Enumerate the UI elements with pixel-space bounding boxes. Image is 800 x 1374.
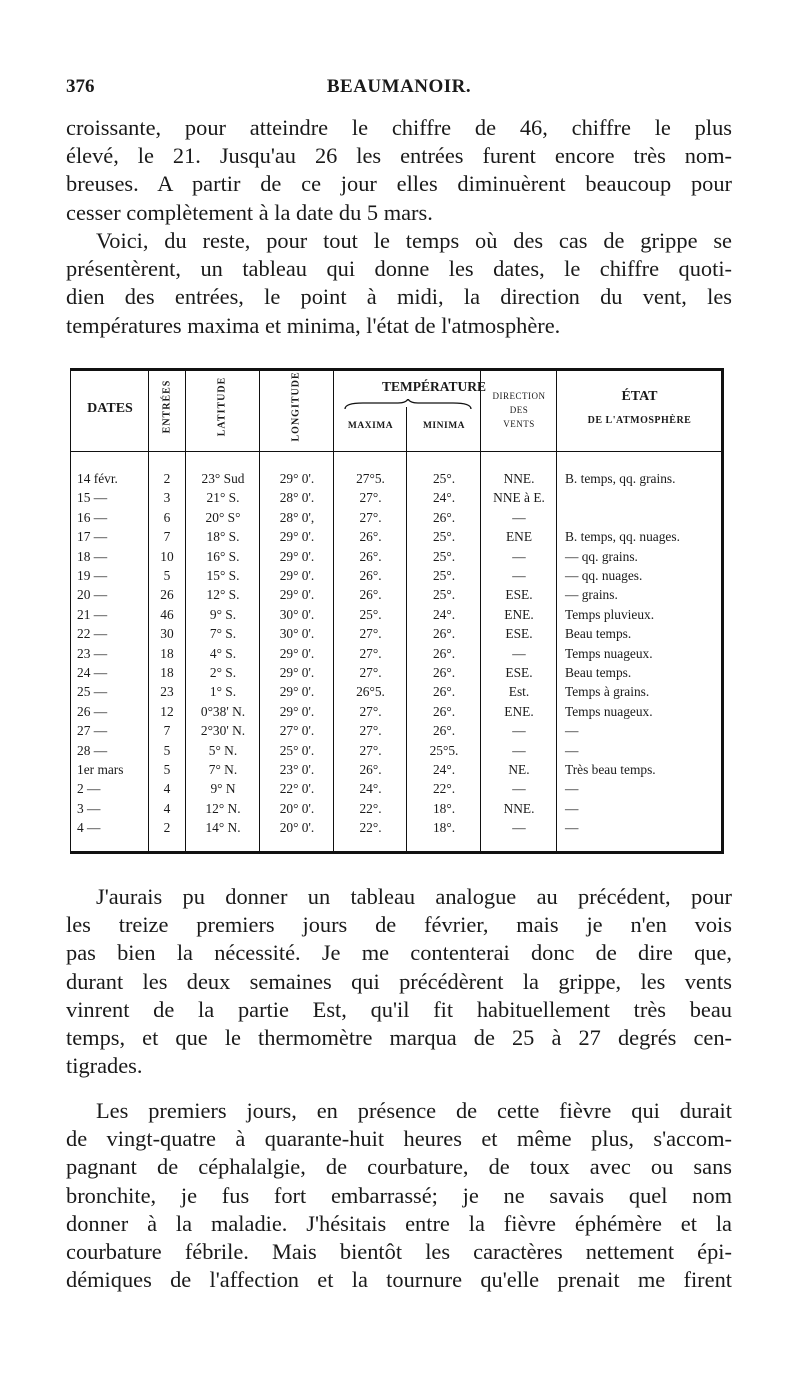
cell-etat: Temps à grains. bbox=[565, 684, 650, 700]
text-line: Les premiers jours, en présence de cette fièvre qui durait bbox=[96, 1098, 732, 1123]
paragraph-1 bbox=[66, 114, 732, 227]
cell-direction: — bbox=[512, 723, 526, 739]
text-line: breuses. A partir de ce jour elles diminuèrent beaucoup pour bbox=[66, 171, 732, 197]
cell-minima: 25°. bbox=[432, 548, 456, 564]
table-row bbox=[71, 510, 722, 528]
cell-minima: 26°. bbox=[432, 509, 456, 525]
cell-entrees: 5 bbox=[163, 568, 171, 583]
cell-longitude: 28° 0', bbox=[279, 509, 315, 525]
table-row bbox=[71, 529, 722, 547]
cell-date: 25 — bbox=[77, 684, 108, 700]
cell-etat: Beau temps. bbox=[565, 665, 632, 680]
table-row bbox=[71, 781, 722, 799]
cell-entrees: 2 bbox=[163, 471, 171, 486]
text-line: cesser complètement à la date du 5 mars. bbox=[66, 199, 433, 225]
text-line: pas bien la nécessité. Je me contenterai donc de dire que, bbox=[66, 940, 732, 966]
cell-minima: 24°. bbox=[432, 606, 456, 622]
cell-direction: NNE. bbox=[503, 471, 535, 486]
cell-maxima: 27°5. bbox=[356, 471, 385, 486]
table-row bbox=[71, 549, 722, 567]
cell-longitude: 20° 0'. bbox=[279, 800, 315, 816]
cell-direction: ESE. bbox=[505, 665, 533, 680]
cell-latitude: 7° N. bbox=[208, 762, 238, 777]
header-minima: MINIMA bbox=[422, 421, 466, 431]
header-latitude: LATITUDE bbox=[216, 376, 228, 437]
cell-date: 20 — bbox=[77, 587, 108, 603]
cell-entrees: 46 bbox=[160, 606, 174, 622]
text-line: les treize premiers jours de février, mais je n'en vois bbox=[66, 912, 732, 938]
page-number: 376 bbox=[66, 76, 95, 97]
cell-latitude: 12° S. bbox=[206, 587, 240, 603]
cell-direction: — bbox=[512, 781, 526, 797]
cell-date: 14 févr. bbox=[77, 471, 118, 486]
cell-entrees: 4 bbox=[163, 800, 171, 816]
cell-etat: — bbox=[565, 723, 579, 739]
cell-maxima: 22°. bbox=[359, 800, 382, 816]
cell-minima: 26°. bbox=[432, 626, 456, 642]
cell-date: 21 — bbox=[77, 606, 108, 622]
cell-date: 27 — bbox=[77, 723, 108, 739]
cell-minima: 18°. bbox=[432, 800, 456, 816]
cell-longitude: 27° 0'. bbox=[279, 723, 315, 739]
cell-latitude: 9° N bbox=[210, 781, 236, 797]
table-row bbox=[71, 762, 722, 780]
cell-entrees: 5 bbox=[163, 742, 171, 758]
cell-direction: — bbox=[512, 645, 526, 661]
table-row bbox=[71, 665, 722, 683]
cell-maxima: 27°. bbox=[359, 723, 382, 739]
brace-icon bbox=[343, 399, 473, 411]
cell-entrees: 4 bbox=[163, 781, 171, 797]
cell-minima: 25°. bbox=[432, 471, 456, 486]
cell-direction: NE. bbox=[508, 762, 530, 777]
cell-longitude: 29° 0'. bbox=[279, 568, 315, 583]
cell-maxima: 26°. bbox=[359, 548, 382, 564]
header-longitude: LONGITUDE bbox=[290, 371, 302, 442]
cell-etat: — bbox=[565, 781, 579, 797]
cell-etat: — grains. bbox=[565, 587, 618, 603]
page-header bbox=[66, 76, 732, 102]
cell-longitude: 22° 0'. bbox=[279, 781, 315, 797]
cell-maxima: 25°. bbox=[359, 606, 382, 622]
cell-minima: 25°5. bbox=[429, 742, 459, 758]
cell-longitude: 29° 0'. bbox=[279, 645, 315, 661]
text-line: tigrades. bbox=[66, 1053, 143, 1079]
cell-date: 22 — bbox=[77, 626, 108, 642]
cell-latitude: 2° S. bbox=[209, 665, 237, 680]
cell-latitude: 7° S. bbox=[209, 626, 237, 642]
cell-maxima: 27°. bbox=[359, 742, 382, 758]
cell-direction: ESE. bbox=[505, 626, 533, 642]
cell-minima: 25°. bbox=[432, 529, 456, 545]
table-row bbox=[71, 646, 722, 664]
cell-minima: 26°. bbox=[432, 703, 456, 719]
cell-maxima: 26°. bbox=[359, 762, 382, 777]
cell-latitude: 20° S° bbox=[205, 509, 241, 525]
cell-date: 1er mars bbox=[77, 762, 124, 777]
cell-maxima: 27°. bbox=[359, 645, 382, 661]
cell-longitude: 29° 0'. bbox=[279, 703, 315, 719]
header-etat-sub: DE L'ATMOSPHÈRE bbox=[587, 415, 692, 426]
cell-date: 19 — bbox=[77, 568, 108, 583]
cell-entrees: 18 bbox=[160, 665, 174, 680]
paragraph-2 bbox=[66, 227, 732, 340]
header-direction-line: DIRECTION bbox=[492, 391, 546, 401]
text-line: pagnant de céphalalgie, de courbature, de toux avec ou sans bbox=[66, 1154, 732, 1180]
running-title: BEAUMANOIR. bbox=[326, 76, 472, 97]
table-row bbox=[71, 684, 722, 702]
cell-date: 4 — bbox=[77, 820, 101, 836]
cell-entrees: 23 bbox=[160, 684, 174, 700]
cell-minima: 26°. bbox=[432, 665, 456, 680]
cell-longitude: 28° 0'. bbox=[279, 490, 315, 506]
cell-entrees: 2 bbox=[163, 820, 171, 836]
cell-longitude: 30° 0'. bbox=[279, 606, 315, 622]
cell-latitude: 21° S. bbox=[206, 490, 240, 506]
cell-etat: — bbox=[565, 820, 579, 836]
table-row bbox=[71, 568, 722, 586]
text-line: présentèrent, un tableau qui donne les dates, le chiffre quoti- bbox=[66, 256, 732, 282]
table-row bbox=[71, 743, 722, 761]
cell-entrees: 18 bbox=[160, 645, 174, 661]
cell-date: 3 — bbox=[77, 800, 101, 816]
cell-date: 17 — bbox=[77, 529, 108, 545]
cell-entrees: 12 bbox=[160, 703, 174, 719]
text-line: donner à la maladie. J'hésitais entre la fièvre éphémère et la bbox=[66, 1210, 732, 1236]
cell-entrees: 5 bbox=[163, 762, 171, 777]
cell-direction: — bbox=[512, 548, 526, 564]
text-line: de vingt-quatre à quarante-huit heures et même plus, s'accom- bbox=[66, 1126, 732, 1152]
cell-maxima: 27°. bbox=[359, 665, 382, 680]
table-row bbox=[71, 490, 722, 508]
cell-latitude: 14° N. bbox=[205, 820, 241, 836]
cell-longitude: 20° 0'. bbox=[279, 820, 315, 836]
cell-longitude: 23° 0'. bbox=[279, 762, 315, 777]
cell-minima: 18°. bbox=[432, 820, 456, 836]
cell-etat: Très beau temps. bbox=[565, 762, 656, 777]
cell-entrees: 26 bbox=[160, 587, 174, 603]
header-rule bbox=[71, 451, 722, 452]
cell-date: 24 — bbox=[77, 665, 108, 680]
cell-maxima: 26°. bbox=[359, 529, 382, 545]
header-maxima: MAXIMA bbox=[347, 421, 394, 431]
paragraph-4 bbox=[66, 1097, 732, 1294]
cell-latitude: 5° N. bbox=[208, 742, 238, 758]
table-row bbox=[71, 607, 722, 625]
header-dates: DATES bbox=[87, 401, 133, 416]
cell-maxima: 26°. bbox=[359, 587, 382, 603]
cell-etat: Temps nuageux. bbox=[565, 703, 653, 719]
text-line: croissante, pour atteindre le chiffre de 46, chiffre le plus bbox=[66, 115, 732, 140]
paragraph-3 bbox=[66, 883, 732, 1080]
text-line: durant les deux semaines qui précédèrent la grippe, les vents bbox=[66, 968, 732, 994]
cell-maxima: 24°. bbox=[359, 781, 382, 797]
cell-longitude: 29° 0'. bbox=[279, 684, 315, 700]
cell-latitude: 18° S. bbox=[206, 529, 240, 545]
cell-date: 18 — bbox=[77, 548, 108, 564]
weather-table bbox=[70, 368, 724, 854]
header-direction bbox=[481, 389, 557, 431]
cell-minima: 24°. bbox=[432, 490, 456, 506]
text-line: démiques de l'affection et la tournure qu'elle prenait me firent bbox=[66, 1267, 732, 1293]
cell-direction: NNE. bbox=[503, 800, 535, 816]
cell-etat: — bbox=[565, 742, 579, 758]
cell-minima: 25°. bbox=[432, 587, 456, 603]
cell-direction: — bbox=[512, 742, 526, 758]
cell-etat: Temps pluvieux. bbox=[565, 606, 655, 622]
cell-date: 23 — bbox=[77, 645, 108, 661]
cell-etat: — qq. grains. bbox=[565, 548, 638, 564]
cell-latitude: 12° N. bbox=[205, 800, 241, 816]
cell-latitude: 16° S. bbox=[206, 548, 240, 564]
text-line: élevé, le 21. Jusqu'au 26 les entrées furent encore très nom- bbox=[66, 143, 732, 169]
cell-direction: Est. bbox=[508, 684, 530, 700]
cell-maxima: 27°. bbox=[359, 703, 382, 719]
text-line: temps, et que le thermomètre marqua de 25 à 27 degrés cen- bbox=[66, 1025, 732, 1051]
cell-latitude: 2°30' N. bbox=[200, 723, 246, 739]
table-row bbox=[71, 723, 722, 741]
cell-direction: — bbox=[512, 509, 526, 525]
cell-direction: ENE. bbox=[504, 703, 534, 719]
header-entrees: ENTRÉES bbox=[161, 379, 173, 434]
text-line: températures maxima et minima, l'état de l'atmosphère. bbox=[66, 312, 561, 338]
table-row bbox=[71, 801, 722, 819]
cell-direction: ENE. bbox=[504, 606, 534, 622]
cell-latitude: 23° Sud bbox=[201, 471, 245, 486]
cell-longitude: 25° 0'. bbox=[279, 742, 315, 758]
cell-minima: 26°. bbox=[432, 645, 456, 661]
cell-direction: ESE. bbox=[505, 587, 533, 603]
cell-entrees: 10 bbox=[160, 548, 174, 564]
cell-etat: B. temps, qq. nuages. bbox=[565, 529, 680, 545]
header-temperature: TEMPÉRATURE bbox=[381, 379, 486, 394]
text-line: J'aurais pu donner un tableau analogue au précédent, pour bbox=[96, 884, 732, 909]
table-row bbox=[71, 471, 722, 489]
table-row bbox=[71, 626, 722, 644]
cell-date: 28 — bbox=[77, 742, 108, 758]
cell-minima: 24°. bbox=[432, 762, 456, 777]
cell-entrees: 30 bbox=[160, 626, 174, 642]
cell-minima: 22°. bbox=[432, 781, 456, 797]
cell-etat: Beau temps. bbox=[565, 626, 632, 642]
cell-maxima: 27°. bbox=[359, 626, 382, 642]
cell-etat: — bbox=[565, 800, 579, 816]
cell-longitude: 30° 0'. bbox=[279, 626, 315, 642]
cell-date: 15 — bbox=[77, 490, 108, 506]
table-row bbox=[71, 820, 722, 838]
cell-latitude: 0°38' N. bbox=[200, 703, 246, 719]
cell-longitude: 29° 0'. bbox=[279, 471, 315, 486]
header-etat: ÉTAT bbox=[621, 389, 658, 404]
cell-etat: — qq. nuages. bbox=[565, 568, 643, 583]
cell-entrees: 3 bbox=[163, 490, 171, 506]
table-row bbox=[71, 704, 722, 722]
cell-latitude: 1° S. bbox=[209, 684, 237, 700]
cell-direction: ENE bbox=[505, 529, 533, 545]
cell-maxima: 27°. bbox=[359, 509, 382, 525]
cell-minima: 25°. bbox=[432, 568, 456, 583]
cell-latitude: 9° S. bbox=[209, 606, 237, 622]
cell-entrees: 6 bbox=[163, 509, 171, 525]
text-line: Voici, du reste, pour tout le temps où des cas de grippe se bbox=[96, 228, 732, 253]
cell-minima: 26°. bbox=[432, 684, 456, 700]
cell-entrees: 7 bbox=[163, 723, 171, 739]
table-row bbox=[71, 587, 722, 605]
text-line: courbature fébrile. Mais bientôt les caractères nettement épi- bbox=[66, 1239, 732, 1265]
cell-longitude: 29° 0'. bbox=[279, 548, 315, 564]
cell-latitude: 4° S. bbox=[209, 645, 237, 661]
cell-maxima: 22°. bbox=[359, 820, 382, 836]
cell-date: 16 — bbox=[77, 509, 108, 525]
cell-date: 2 — bbox=[77, 781, 101, 797]
text-line: dien des entrées, le point à midi, la direction du vent, les bbox=[66, 284, 732, 310]
header-direction-line: DES bbox=[509, 405, 529, 415]
cell-longitude: 29° 0'. bbox=[279, 587, 315, 603]
cell-maxima: 26°5. bbox=[356, 684, 385, 700]
cell-maxima: 27°. bbox=[359, 490, 382, 506]
header-direction-line: VENTS bbox=[503, 419, 535, 429]
cell-direction: NNE à E. bbox=[493, 490, 545, 506]
cell-etat: Temps nuageux. bbox=[565, 645, 653, 661]
cell-date: 26 — bbox=[77, 703, 108, 719]
cell-minima: 26°. bbox=[432, 723, 456, 739]
cell-direction: — bbox=[512, 568, 526, 583]
cell-longitude: 29° 0'. bbox=[279, 529, 315, 545]
text-line: bronchite, je fus fort embarrassé; je ne savais quel nom bbox=[66, 1182, 732, 1208]
cell-maxima: 26°. bbox=[359, 568, 382, 583]
cell-latitude: 15° S. bbox=[206, 568, 240, 583]
text-line: vinrent de la partie Est, qu'il fit habituellement très beau bbox=[66, 996, 732, 1022]
cell-direction: — bbox=[512, 820, 526, 836]
cell-etat: B. temps, qq. grains. bbox=[565, 471, 676, 486]
cell-longitude: 29° 0'. bbox=[279, 665, 315, 680]
cell-entrees: 7 bbox=[163, 529, 171, 545]
